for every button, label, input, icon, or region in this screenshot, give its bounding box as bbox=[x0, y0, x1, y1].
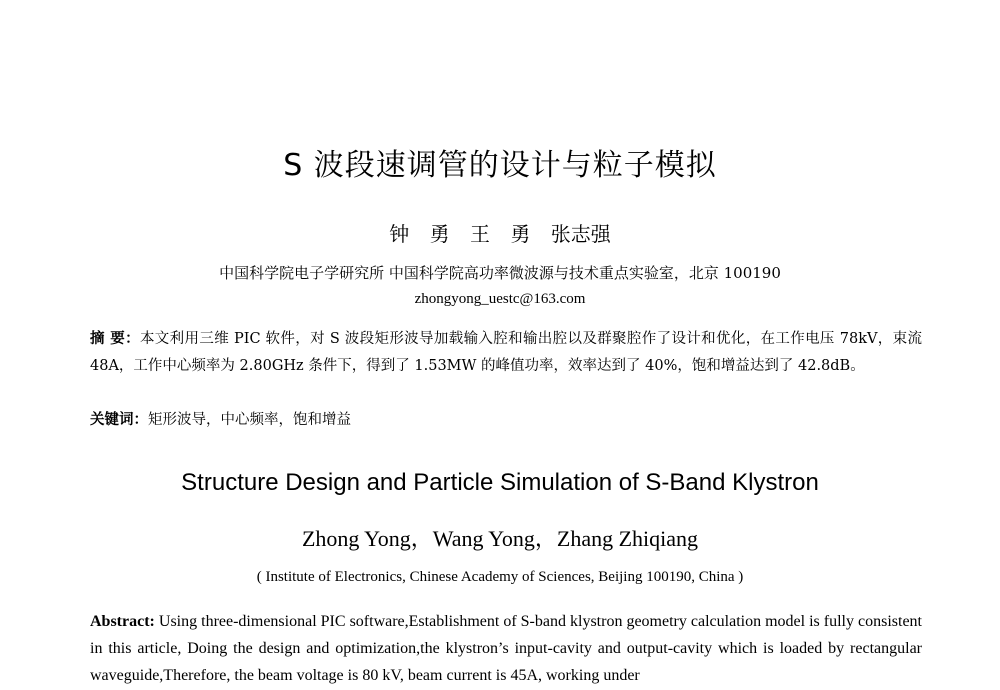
abstract-en bbox=[90, 608, 922, 689]
abstract-text-en: Using three-dimensional PIC software,Establishment of S-band klystron geometry calculation model is fully consistent in this article, Doing the design and optimization,the klystron’s input-cavity and output-cavity which is loaded by rectangular waveguide,Therefore, the beam voltage is 80 kV, beam current is 45A, working under bbox=[90, 613, 923, 684]
abstract-label-en: Abstract: bbox=[90, 613, 155, 630]
affiliation-en: ( Institute of Electronics, Chinese Academy of Sciences, Beijing 100190, China ) bbox=[256, 569, 744, 585]
paper-title-en: Structure Design and Particle Simulation of S-Band Klystron bbox=[181, 469, 819, 496]
affiliation-cn: 中国科学院电子学研究所 中国科学院高功率微波源与技术重点实验室，北京 100190 bbox=[219, 264, 781, 282]
authors-en: Zhong Yong，Wang Yong，Zhang Zhiqiang bbox=[301, 526, 699, 551]
keywords-cn bbox=[90, 408, 922, 432]
abstract-label-cn: 摘 要： bbox=[90, 331, 140, 347]
authors-cn: 钟 勇 王 勇 张志强 bbox=[389, 222, 611, 246]
keywords-label-cn: 关键词： bbox=[90, 412, 148, 428]
abstract-cn bbox=[90, 326, 922, 380]
keywords-text-cn: 矩形波导，中心频率，饱和增益 bbox=[148, 412, 351, 428]
paper-title-cn: S 波段速调管的设计与粒子模拟 bbox=[283, 148, 717, 183]
abstract-text-cn: 本文利用三维 PIC 软件，对 S 波段矩形波导加载输入腔和输出腔以及群聚腔作了设计和优化，在工作电压 78kV，束流 48A，工作中心频率为 2.80GHz 条件下，得到了 1.53MW 的峰值功率，效率达到了 40%，饱和增益达到了 42.8dB。 bbox=[90, 331, 922, 374]
author-email: zhongyong_uestc@163.com bbox=[414, 291, 586, 307]
